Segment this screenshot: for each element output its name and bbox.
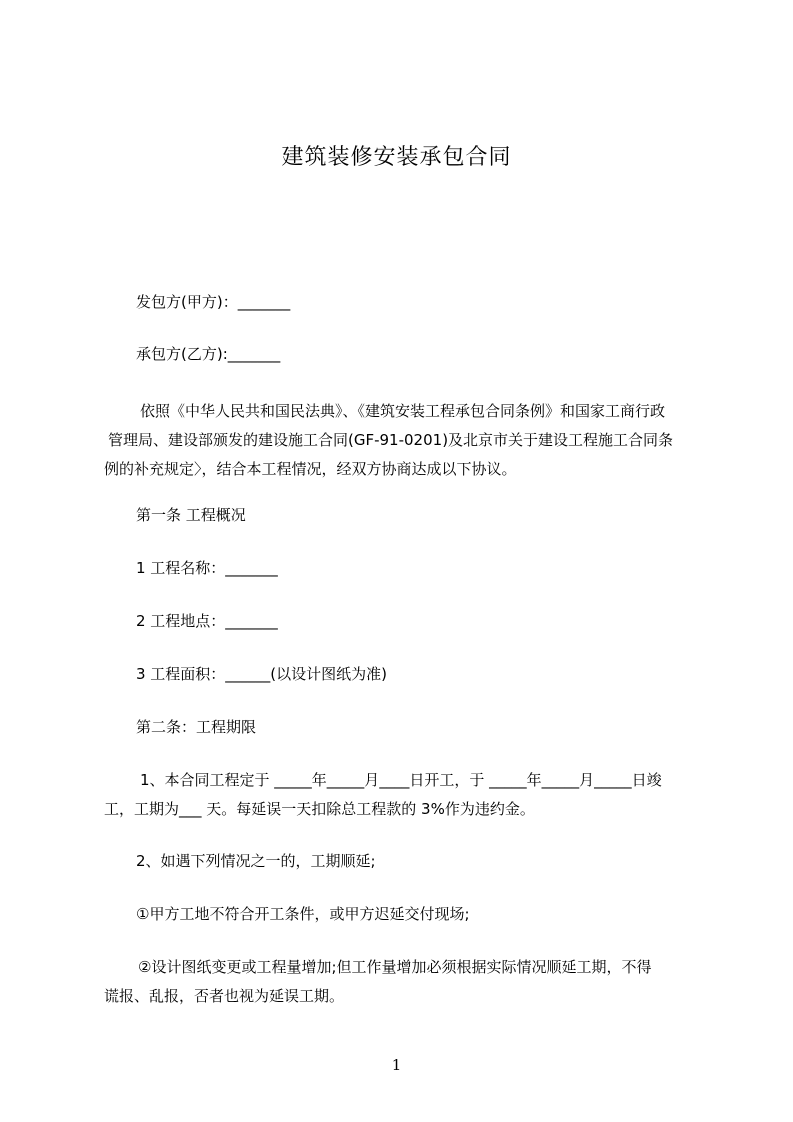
project-location-line: 2 工程地点：_______ bbox=[136, 612, 278, 630]
clause-1-line: 工，工期为___ 天。每延误一天扣除总工程款的 3%作为违约金。 bbox=[104, 800, 535, 818]
sub-clause-2-line: ②设计图纸变更或工程量增加;但工作量增加必须根据实际情况顺延工期，不得 bbox=[138, 958, 652, 976]
preamble-line: 管理局、建设部颁发的建设施工合同(GF-91-0201)及北京市关于建设工程施工合同条 bbox=[108, 431, 674, 449]
article-2-heading: 第二条：工程期限 bbox=[136, 718, 257, 736]
preamble-line: 依照《中华人民共和国民法典》、《建筑安装工程承包合同条例》和国家工商行政 bbox=[140, 402, 666, 420]
article-1-heading: 第一条 工程概况 bbox=[136, 506, 246, 524]
clause-2-line: 2、如遇下列情况之一的，工期顺延; bbox=[136, 852, 376, 870]
document-title: 建筑装修安装承包合同 bbox=[281, 145, 512, 170]
preamble-line: 例的补充规定〉，结合本工程情况，经双方协商达成以下协议。 bbox=[104, 460, 517, 478]
clause-1-paragraph bbox=[104, 766, 662, 824]
sub-clause-2-line: 谎报、乱报，否者也视为延误工期。 bbox=[104, 987, 345, 1005]
sub-clause-2-paragraph bbox=[104, 953, 652, 1011]
preamble-paragraph bbox=[104, 397, 673, 484]
page-number: 1 bbox=[391, 1056, 402, 1074]
party-b-line: 承包方(乙方):_______ bbox=[136, 345, 281, 363]
project-area-line: 3 工程面积：______(以设计图纸为准) bbox=[136, 665, 388, 683]
project-name-line: 1 工程名称：_______ bbox=[136, 559, 278, 577]
sub-clause-1-line: ①甲方工地不符合开工条件，或甲方迟延交付现场; bbox=[136, 905, 470, 923]
party-a-line: 发包方(甲方)：_______ bbox=[136, 293, 291, 311]
clause-1-line: 1、本合同工程定于 _____年_____月____日开工，于 _____年_____月_____日竣 bbox=[140, 771, 662, 789]
